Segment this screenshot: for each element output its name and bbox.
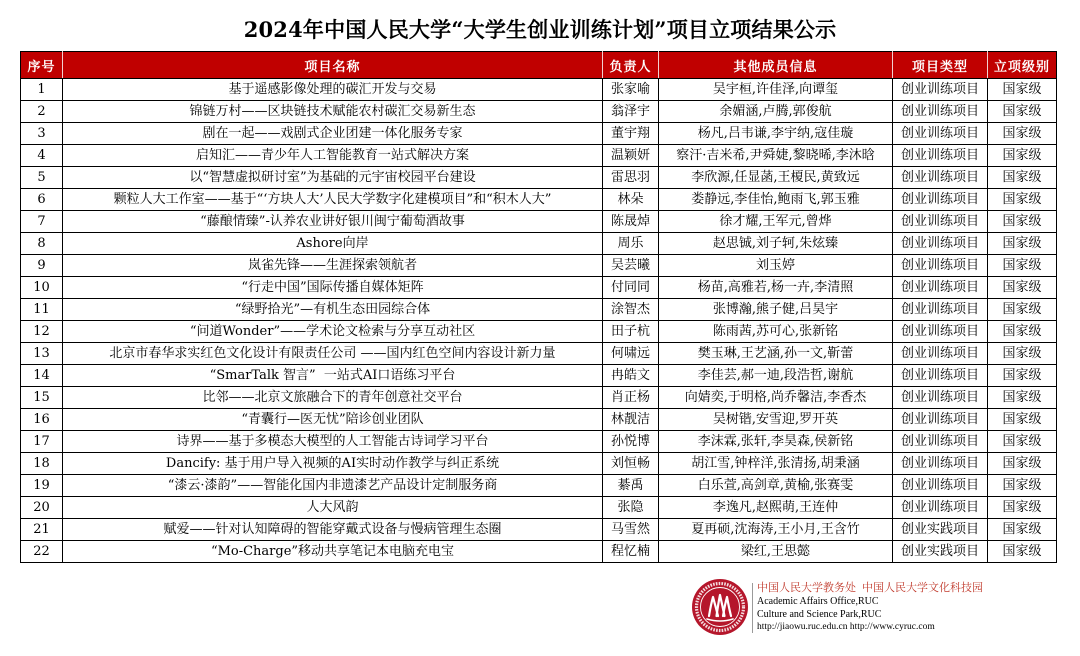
row-number-cell: 10 xyxy=(21,277,63,299)
project-name-cell: Ashore向岸 xyxy=(63,233,603,255)
table-row xyxy=(21,475,1057,497)
row-number-cell: 12 xyxy=(21,321,63,343)
table-row xyxy=(21,233,1057,255)
leader-cell: 林朵 xyxy=(603,189,659,211)
table-row xyxy=(21,387,1057,409)
leader-cell: 张隐 xyxy=(603,497,659,519)
members-cell: 杨苗,高雅若,杨一卉,李清照 xyxy=(659,277,893,299)
row-number-cell: 7 xyxy=(21,211,63,233)
members-cell: 李欣源,任显菡,王榎民,黄致远 xyxy=(659,167,893,189)
project-type-cell: 创业训练项目 xyxy=(893,277,988,299)
table-row xyxy=(21,409,1057,431)
level-cell: 国家级 xyxy=(988,497,1057,519)
leader-cell: 周乐 xyxy=(603,233,659,255)
table-row xyxy=(21,541,1057,563)
footer-org-science-park: 中国人民大学文化科技园 xyxy=(862,581,983,594)
project-type-cell: 创业训练项目 xyxy=(893,321,988,343)
leader-cell: 马雪然 xyxy=(603,519,659,541)
level-cell: 国家级 xyxy=(988,387,1057,409)
header-leader: 负责人 xyxy=(603,52,659,79)
project-name-cell: 岚雀先锋——生涯探索领航者 xyxy=(63,255,603,277)
table-body xyxy=(21,79,1057,563)
footer-info xyxy=(757,581,983,634)
table-row xyxy=(21,497,1057,519)
members-cell: 陈雨茜,苏可心,张新铭 xyxy=(659,321,893,343)
leader-cell: 董宇翔 xyxy=(603,123,659,145)
leader-cell: 翁泽宇 xyxy=(603,101,659,123)
project-type-cell: 创业实践项目 xyxy=(893,519,988,541)
project-name-cell: “漆云·漆韵”——智能化国内非遗漆艺产品设计定制服务商 xyxy=(63,475,603,497)
project-name-cell: “藤酿情臻”-认养农业讲好银川闽宁葡萄酒故事 xyxy=(63,211,603,233)
level-cell: 国家级 xyxy=(988,189,1057,211)
row-number-cell: 6 xyxy=(21,189,63,211)
level-cell: 国家级 xyxy=(988,145,1057,167)
row-number-cell: 4 xyxy=(21,145,63,167)
table-row xyxy=(21,343,1057,365)
row-number-cell: 17 xyxy=(21,431,63,453)
members-cell: 李佳芸,郝一迪,段浩哲,谢航 xyxy=(659,365,893,387)
project-name-cell: Dancify: 基于用户导入视频的AI实时动作教学与纠正系统 xyxy=(63,453,603,475)
project-name-cell: 比邻——北京文旅融合下的青年创意社交平台 xyxy=(63,387,603,409)
level-cell: 国家级 xyxy=(988,431,1057,453)
level-cell: 国家级 xyxy=(988,343,1057,365)
project-name-cell: 诗界——基于多模态大模型的人工智能古诗词学习平台 xyxy=(63,431,603,453)
leader-cell: 涂智杰 xyxy=(603,299,659,321)
table-row xyxy=(21,79,1057,101)
leader-cell: 温颖妍 xyxy=(603,145,659,167)
members-cell: 张博瀚,熊子健,吕昊宇 xyxy=(659,299,893,321)
table-row xyxy=(21,365,1057,387)
header-level: 立项级别 xyxy=(988,52,1057,79)
members-cell: 杨凡,吕韦谦,李宇纳,寇佳璇 xyxy=(659,123,893,145)
members-cell: 李逸凡,赵熙萌,王连仲 xyxy=(659,497,893,519)
project-name-cell: 颗粒人大工作室——基于“‘方块人大’人民大学数字化建模项目”和“积木人大” xyxy=(63,189,603,211)
project-type-cell: 创业训练项目 xyxy=(893,255,988,277)
members-cell: 白乐萱,高剑章,黄榆,张赛雯 xyxy=(659,475,893,497)
leader-cell: 吴芸曦 xyxy=(603,255,659,277)
level-cell: 国家级 xyxy=(988,255,1057,277)
leader-cell: 张家喻 xyxy=(603,79,659,101)
project-name-cell: “Mo-Charge”移动共享笔记本电脑充电宝 xyxy=(63,541,603,563)
table-row xyxy=(21,123,1057,145)
project-type-cell: 创业实践项目 xyxy=(893,541,988,563)
project-type-cell: 创业训练项目 xyxy=(893,167,988,189)
members-cell: 刘玉婷 xyxy=(659,255,893,277)
level-cell: 国家级 xyxy=(988,299,1057,321)
project-name-cell: 启知汇——青少年人工智能教育一站式解决方案 xyxy=(63,145,603,167)
table-row xyxy=(21,211,1057,233)
level-cell: 国家级 xyxy=(988,233,1057,255)
members-cell: 察汗·吉米希,尹舜婕,黎晓晞,李沐晗 xyxy=(659,145,893,167)
members-cell: 樊玉琳,王艺涵,孙一文,靳蕾 xyxy=(659,343,893,365)
footer-urls: http://jiaowu.ruc.edu.cn http://www.cyruc.com xyxy=(757,622,935,632)
table-row xyxy=(21,299,1057,321)
renmin-university-seal-icon xyxy=(691,578,749,636)
table-row xyxy=(21,255,1057,277)
table-row xyxy=(21,101,1057,123)
project-name-cell: 赋爱——针对认知障碍的智能穿戴式设备与慢病管理生态圈 xyxy=(63,519,603,541)
members-cell: 夏再硕,沈海涛,王小月,王含竹 xyxy=(659,519,893,541)
level-cell: 国家级 xyxy=(988,475,1057,497)
row-number-cell: 19 xyxy=(21,475,63,497)
row-number-cell: 20 xyxy=(21,497,63,519)
level-cell: 国家级 xyxy=(988,167,1057,189)
project-name-cell: “青囊行—医无忧”陪诊创业团队 xyxy=(63,409,603,431)
row-number-cell: 8 xyxy=(21,233,63,255)
level-cell: 国家级 xyxy=(988,409,1057,431)
leader-cell: 綦禹 xyxy=(603,475,659,497)
project-name-cell: 人大风韵 xyxy=(63,497,603,519)
footer-en-line-2: Culture and Science Park,RUC xyxy=(757,608,882,620)
members-cell: 赵思铖,刘子轲,朱炫臻 xyxy=(659,233,893,255)
row-number-cell: 15 xyxy=(21,387,63,409)
level-cell: 国家级 xyxy=(988,211,1057,233)
table-row xyxy=(21,277,1057,299)
row-number-cell: 9 xyxy=(21,255,63,277)
project-type-cell: 创业训练项目 xyxy=(893,453,988,475)
table-row xyxy=(21,189,1057,211)
row-number-cell: 16 xyxy=(21,409,63,431)
row-number-cell: 1 xyxy=(21,79,63,101)
leader-cell: 田子杭 xyxy=(603,321,659,343)
header-project-type: 项目类型 xyxy=(893,52,988,79)
row-number-cell: 18 xyxy=(21,453,63,475)
members-cell: 梁红,王思懿 xyxy=(659,541,893,563)
table-row xyxy=(21,167,1057,189)
table-row xyxy=(21,453,1057,475)
project-type-cell: 创业训练项目 xyxy=(893,497,988,519)
members-cell: 徐才耀,王军元,曾烨 xyxy=(659,211,893,233)
table-row xyxy=(21,321,1057,343)
level-cell: 国家级 xyxy=(988,519,1057,541)
leader-cell: 林靓洁 xyxy=(603,409,659,431)
leader-cell: 肖正杨 xyxy=(603,387,659,409)
project-type-cell: 创业训练项目 xyxy=(893,211,988,233)
members-cell: 向婧奕,于明格,尚乔馨洁,李香杰 xyxy=(659,387,893,409)
project-name-cell: “行走中国”国际传播自媒体矩阵 xyxy=(63,277,603,299)
members-cell: 吴宇桓,许佳泽,向谭玺 xyxy=(659,79,893,101)
row-number-cell: 11 xyxy=(21,299,63,321)
project-type-cell: 创业训练项目 xyxy=(893,145,988,167)
project-type-cell: 创业训练项目 xyxy=(893,343,988,365)
results-table xyxy=(20,51,1057,563)
table-row xyxy=(21,145,1057,167)
row-number-cell: 14 xyxy=(21,365,63,387)
row-number-cell: 21 xyxy=(21,519,63,541)
project-name-cell: “问道Wonder”——学术论文检索与分享互动社区 xyxy=(63,321,603,343)
leader-cell: 刘恒畅 xyxy=(603,453,659,475)
project-name-cell: 基于遥感影像处理的碳汇开发与交易 xyxy=(63,79,603,101)
row-number-cell: 22 xyxy=(21,541,63,563)
leader-cell: 付同同 xyxy=(603,277,659,299)
footer-en-line-1: Academic Affairs Office,RUC xyxy=(757,596,879,607)
level-cell: 国家级 xyxy=(988,321,1057,343)
header-number: 序号 xyxy=(21,52,63,79)
project-type-cell: 创业训练项目 xyxy=(893,431,988,453)
project-type-cell: 创业训练项目 xyxy=(893,475,988,497)
leader-cell: 雷思羽 xyxy=(603,167,659,189)
table-row xyxy=(21,431,1057,453)
level-cell: 国家级 xyxy=(988,365,1057,387)
level-cell: 国家级 xyxy=(988,541,1057,563)
leader-cell: 程忆楠 xyxy=(603,541,659,563)
table-header-row xyxy=(21,52,1057,79)
members-cell: 李沫霖,张轩,李昊森,侯新铭 xyxy=(659,431,893,453)
leader-cell: 何啸远 xyxy=(603,343,659,365)
row-number-cell: 5 xyxy=(21,167,63,189)
project-name-cell: 锦链万村——区块链技术赋能农村碳汇交易新生态 xyxy=(63,101,603,123)
footer-divider xyxy=(752,583,753,633)
leader-cell: 孙悦博 xyxy=(603,431,659,453)
level-cell: 国家级 xyxy=(988,79,1057,101)
header-members: 其他成员信息 xyxy=(659,52,893,79)
members-cell: 娄静远,李佳怡,鲍雨飞,郭玉雅 xyxy=(659,189,893,211)
row-number-cell: 3 xyxy=(21,123,63,145)
project-name-cell: “SmarTalk 智言” 一站式AI口语练习平台 xyxy=(63,365,603,387)
level-cell: 国家级 xyxy=(988,277,1057,299)
level-cell: 国家级 xyxy=(988,453,1057,475)
project-type-cell: 创业训练项目 xyxy=(893,409,988,431)
page-title: 2024年中国人民大学“大学生创业训练计划”项目立项结果公示 xyxy=(243,17,837,42)
leader-cell: 冉皓文 xyxy=(603,365,659,387)
members-cell: 吴树锴,安雪迎,罗开英 xyxy=(659,409,893,431)
footer-organizations xyxy=(757,581,983,595)
footer-org-academic-affairs: 中国人民大学教务处 xyxy=(757,581,856,594)
project-type-cell: 创业训练项目 xyxy=(893,365,988,387)
header-project-name: 项目名称 xyxy=(63,52,603,79)
row-number-cell: 13 xyxy=(21,343,63,365)
project-name-cell: 北京市春华求实红色文化设计有限责任公司 ——国内红色空间内容设计新力量 xyxy=(63,343,603,365)
members-cell: 胡江雪,钟梓洋,张清扬,胡秉涵 xyxy=(659,453,893,475)
row-number-cell: 2 xyxy=(21,101,63,123)
project-name-cell: 以“智慧虚拟研讨室”为基础的元宇宙校园平台建设 xyxy=(63,167,603,189)
project-type-cell: 创业训练项目 xyxy=(893,123,988,145)
level-cell: 国家级 xyxy=(988,101,1057,123)
project-type-cell: 创业训练项目 xyxy=(893,189,988,211)
project-name-cell: “绿野拾光”—有机生态田园综合体 xyxy=(63,299,603,321)
members-cell: 余媚涵,卢腾,郭俊航 xyxy=(659,101,893,123)
leader-cell: 陈晟焯 xyxy=(603,211,659,233)
project-type-cell: 创业训练项目 xyxy=(893,233,988,255)
project-type-cell: 创业训练项目 xyxy=(893,299,988,321)
project-name-cell: 剧在一起——戏剧式企业团建一体化服务专家 xyxy=(63,123,603,145)
project-type-cell: 创业训练项目 xyxy=(893,387,988,409)
table-row xyxy=(21,519,1057,541)
project-type-cell: 创业训练项目 xyxy=(893,79,988,101)
level-cell: 国家级 xyxy=(988,123,1057,145)
project-type-cell: 创业训练项目 xyxy=(893,101,988,123)
